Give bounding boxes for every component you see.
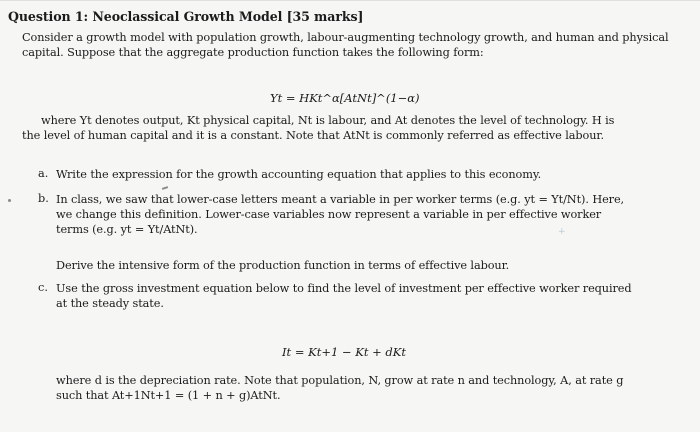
production-function-equation — [270, 91, 420, 105]
margin-bullet — [8, 199, 11, 202]
faint-pen-mark — [162, 186, 168, 190]
question-title: Question 1: Neoclassical Growth Model [35 marks] — [8, 9, 364, 24]
item-a-marker: a. — [38, 167, 49, 180]
item-c-marker: c. — [38, 281, 48, 294]
investment-equation: It = Kt+1 − Kt + dKt — [282, 345, 406, 359]
faint-cross-mark: + — [558, 227, 566, 237]
intro-paragraph: Consider a growth model with population growth, labour-augmenting technology growth, and human and physical capital. Suppose that the aggregate production function takes the following form: — [22, 31, 669, 59]
item-b-text: In class, we saw that lower-case letters meant a variable in per worker terms (e.g. yt = Yt/Nt). Here, we change this definition. Lower-case variables now represent a variable in per effective worker terms (e.g. yt = Yt/AtNt). — [56, 193, 625, 236]
definition-line-2: the level of human capital and it is a constant. Note that AtNt is commonly referred as effective labour. — [22, 129, 604, 142]
closing-paragraph: where d is the depreciation rate. Note that population, N, grow at rate n and technology, A, at rate g such that At+1Nt+1 = (1 + n + g)AtNt. — [56, 374, 624, 402]
definition-line-1: where Yt denotes output, Kt physical capital, Nt is labour, and At denotes the level of technology. H is — [41, 114, 615, 127]
item-c-text: Use the gross investment equation below to find the level of investment per effective worker required at the steady state. — [56, 282, 632, 310]
item-a-text: Write the expression for the growth accounting equation that applies to this economy. — [56, 168, 542, 181]
derive-instruction: Derive the intensive form of the production function in terms of effective labour. — [56, 259, 510, 272]
item-b-marker: b. — [38, 192, 49, 205]
equation-text: Yt = HKt^α[AtNt]^(1−α) — [270, 91, 420, 105]
